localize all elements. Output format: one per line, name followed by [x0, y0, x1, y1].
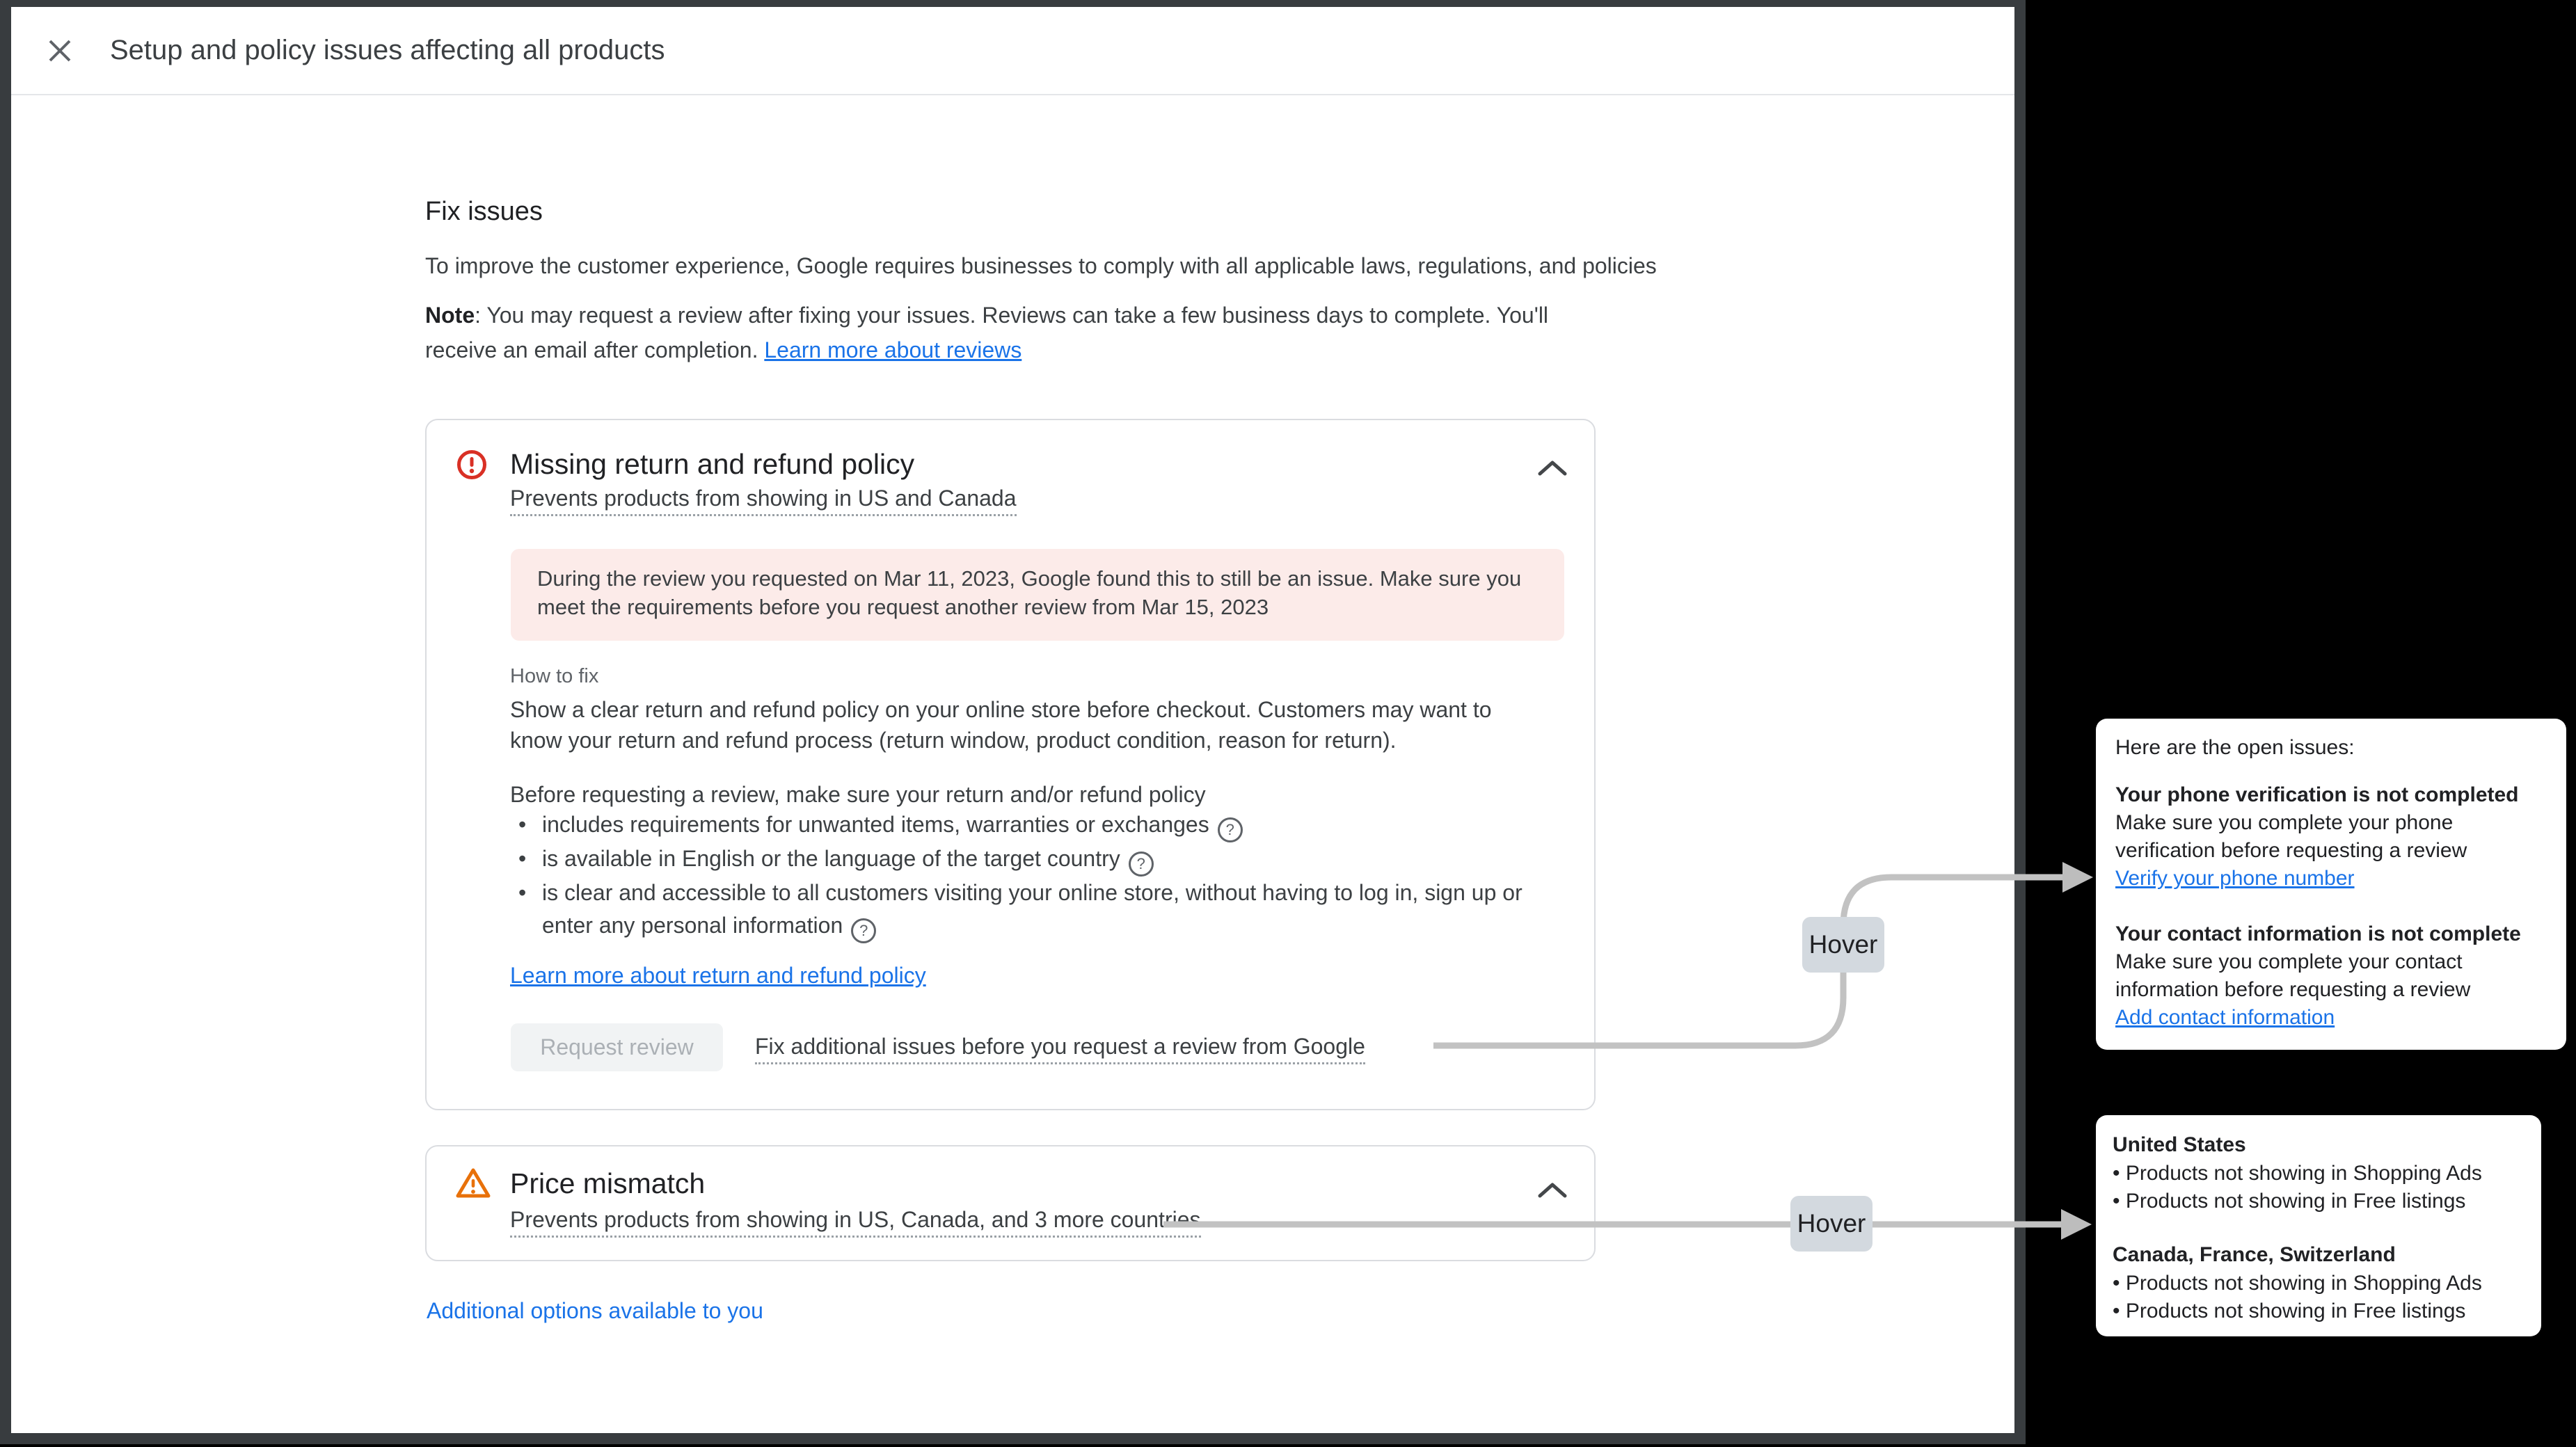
- bullet-icon: •: [518, 812, 527, 837]
- help-icon[interactable]: ?: [1218, 817, 1243, 842]
- additional-options-link[interactable]: Additional options available to you: [427, 1298, 763, 1323]
- open-issues-tooltip: [2096, 719, 2566, 1050]
- close-icon: [43, 34, 77, 67]
- tooltip-country-group: [2113, 1130, 2525, 1215]
- tooltip-issue-body: Make sure you complete your contact information before requesting a review: [2115, 950, 2471, 1001]
- hover-annotation-1: Hover: [1802, 917, 1884, 973]
- tooltip-issue-body: Make sure you complete your phone verification before requesting a review: [2115, 811, 2467, 862]
- note-label: Note: [425, 303, 475, 328]
- section-heading: Fix issues: [425, 197, 543, 226]
- issue-card-missing-return-policy: [425, 419, 1596, 1110]
- country-group-item: • Products not showing in Free listings: [2113, 1190, 2466, 1213]
- hover-annotation-2: Hover: [1790, 1196, 1873, 1252]
- tooltip-issue: [2115, 781, 2547, 893]
- request-review-disabled-note[interactable]: Fix additional issues before you request a review from Google: [755, 1034, 1365, 1060]
- bullet-icon: •: [518, 846, 527, 871]
- checklist-item-text: is clear and accessible to all customers visiting your online store, without having to log in, sign up or enter any personal information: [542, 880, 1522, 938]
- country-group-heading: United States: [2113, 1133, 2246, 1156]
- issue1-subtitle[interactable]: Prevents products from showing in US and Canada: [510, 486, 1017, 511]
- list-item: [518, 808, 1541, 842]
- checklist-item-text: includes requirements for unwanted items, warranties or exchanges: [542, 812, 1209, 837]
- tooltip-country-group: [2113, 1240, 2525, 1325]
- tooltip-issue: [2115, 920, 2547, 1032]
- tooltip-issue-heading: Your phone verification is not completed: [2115, 783, 2519, 806]
- warning-icon: [455, 1166, 491, 1203]
- arrowhead-icon: [2061, 1209, 2092, 1240]
- section-intro: To improve the customer experience, Google requires businesses to comply with all applicable laws, regulations, and policies: [425, 253, 1657, 278]
- checklist-intro: Before requesting a review, make sure your return and/or refund policy: [510, 782, 1206, 807]
- tooltip-issue-heading: Your contact information is not complete: [2115, 922, 2521, 945]
- country-group-item: • Products not showing in Free listings: [2113, 1300, 2466, 1322]
- issue1-title: Missing return and refund policy: [510, 448, 915, 480]
- collapse-chevron-issue1[interactable]: [1536, 458, 1568, 482]
- country-group-item: • Products not showing in Shopping Ads: [2113, 1272, 2482, 1295]
- section-note: [425, 298, 1615, 367]
- checklist-item-text: is available in English or the language of the target country: [542, 846, 1120, 871]
- learn-more-reviews-link[interactable]: Learn more about reviews: [764, 337, 1022, 362]
- close-button[interactable]: [43, 34, 77, 67]
- chevron-up-icon: [1536, 458, 1568, 479]
- issue-card-price-mismatch: [425, 1145, 1596, 1261]
- header-divider: [11, 94, 2014, 95]
- bullet-icon: •: [518, 880, 527, 905]
- arrowhead-icon: [2062, 862, 2093, 893]
- collapse-chevron-issue2[interactable]: [1536, 1180, 1568, 1204]
- country-group-heading: Canada, France, Switzerland: [2113, 1243, 2396, 1266]
- page-title: Setup and policy issues affecting all products: [110, 35, 665, 65]
- help-icon[interactable]: ?: [851, 918, 876, 943]
- add-contact-info-link[interactable]: Add contact information: [2115, 1006, 2335, 1029]
- error-icon: [456, 449, 487, 483]
- how-to-fix-label: How to fix: [510, 665, 599, 687]
- issue2-subtitle[interactable]: Prevents products from showing in US, Canada, and 3 more countries: [510, 1207, 1201, 1233]
- list-item: [518, 842, 1541, 877]
- countries-tooltip: [2096, 1115, 2541, 1336]
- checklist: [518, 808, 1541, 943]
- note-body: : You may request a review after fixing your issues. Reviews can take a few business days to complete. You'll receive an email after completion.: [425, 303, 1549, 362]
- request-review-button[interactable]: Request review: [511, 1023, 723, 1071]
- help-icon[interactable]: ?: [1129, 852, 1154, 877]
- tooltip-intro: Here are the open issues:: [2115, 736, 2355, 759]
- country-group-item: • Products not showing in Shopping Ads: [2113, 1162, 2482, 1185]
- verify-phone-link[interactable]: Verify your phone number: [2115, 867, 2355, 890]
- list-item: [518, 877, 1541, 943]
- review-failed-alert: During the review you requested on Mar 11, 2023, Google found this to still be an issue. Make sure you meet the requirements before you request another review from Mar 15, 2023: [511, 549, 1564, 641]
- how-to-fix-text: Show a clear return and refund policy on your online store before checkout. Customers may want to know your return and refund process (return window, product condition, reason for return).: [510, 697, 1492, 753]
- chevron-up-icon: [1536, 1180, 1568, 1201]
- learn-more-return-policy-link[interactable]: Learn more about return and refund policy: [510, 963, 926, 988]
- issue2-title: Price mismatch: [510, 1167, 706, 1199]
